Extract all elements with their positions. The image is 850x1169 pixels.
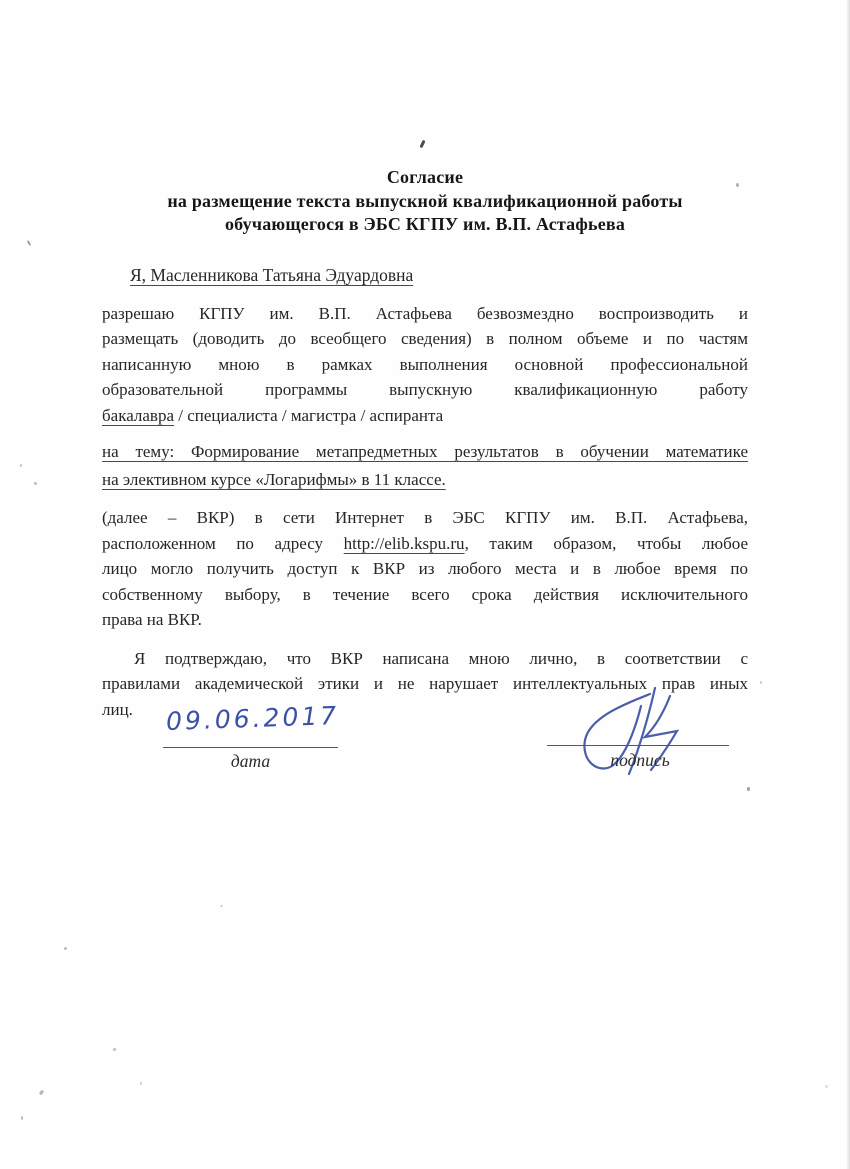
scan-speck	[760, 681, 762, 684]
signature-label: подпись	[610, 750, 670, 770]
document-title	[102, 166, 748, 237]
title-line-2: на размещение текста выпускной квалификационной работы	[167, 190, 683, 211]
distribution-line-1: (далее – ВКР) в сети Интернет в ЭБС КГПУ им. В.П. Астафьева,	[102, 508, 748, 527]
handwritten-date: 09.06.2017	[165, 700, 340, 736]
topic-paragraph	[102, 438, 748, 493]
distribution-line-4: собственному выбору, в течение всего срока действия исключительного	[102, 584, 748, 604]
distribution-line-2-after: , таким образом, чтобы любое	[464, 533, 748, 553]
scan-speck	[825, 1085, 828, 1088]
permission-line-1: разрешаю КГПУ им. В.П. Астафьева безвозмездно воспроизводить и	[102, 303, 748, 323]
confirmation-line-3: лиц.	[102, 699, 133, 719]
scan-speck	[113, 1048, 116, 1051]
declarant-name: Я, Масленникова Татьяна Эдуардовна	[130, 264, 414, 285]
scan-speck	[64, 947, 67, 950]
confirmation-line-2: правилами академической этики и не нарушает интеллектуальных прав иных	[102, 674, 748, 693]
scan-speck	[220, 905, 223, 907]
scan-speck	[34, 482, 37, 485]
title-line-1: Согласие	[386, 167, 464, 187]
degree-options: / специалиста / магистра / аспиранта	[174, 405, 444, 425]
permission-line-2: размещать (доводить до всеобщего сведения) в полном объеме и по частям	[102, 329, 748, 348]
scan-speck	[20, 464, 22, 467]
page-edge-shadow	[846, 0, 850, 1169]
distribution-line-5: права на ВКР.	[102, 610, 202, 629]
topic-line-1: на тему: Формирование метапредметных результатов в обучении математике	[102, 442, 748, 461]
date-underline	[163, 747, 338, 748]
topic-line-2: на элективном курсе «Логарифмы» в 11 классе.	[102, 469, 446, 489]
elib-url: http://elib.kspu.ru	[343, 533, 465, 553]
permission-paragraph	[102, 301, 748, 429]
document-content	[102, 166, 748, 722]
distribution-line-2	[102, 531, 748, 557]
scan-speck	[736, 183, 739, 187]
scan-speck	[21, 1116, 23, 1120]
distribution-paragraph	[102, 505, 748, 633]
distribution-line-2-before: расположенном по адресу	[102, 533, 344, 553]
scan-speck	[747, 787, 750, 791]
scan-speck	[27, 240, 32, 246]
permission-line-3: написанную мною в рамках выполнения основной профессиональной	[102, 354, 748, 374]
scan-speck	[140, 1082, 142, 1085]
title-line-3: обучающегося в ЭБС КГПУ им. В.П. Астафьева	[224, 214, 626, 234]
permission-line-5	[102, 403, 748, 429]
declarant-line	[102, 263, 748, 287]
permission-line-4: образовательной программы выпускную квалификационную работу	[102, 380, 748, 399]
signature-underline	[547, 745, 729, 746]
distribution-line-3: лицо могло получить доступ к ВКР из любого места и в любое время по	[102, 559, 748, 578]
date-label: дата	[230, 751, 271, 771]
degree-underlined: бакалавра	[102, 405, 174, 425]
confirmation-line-1: Я подтверждаю, что ВКР написана мною лично, в соответствии с	[134, 648, 748, 668]
scan-speck	[419, 140, 425, 149]
scan-speck	[39, 1090, 45, 1096]
